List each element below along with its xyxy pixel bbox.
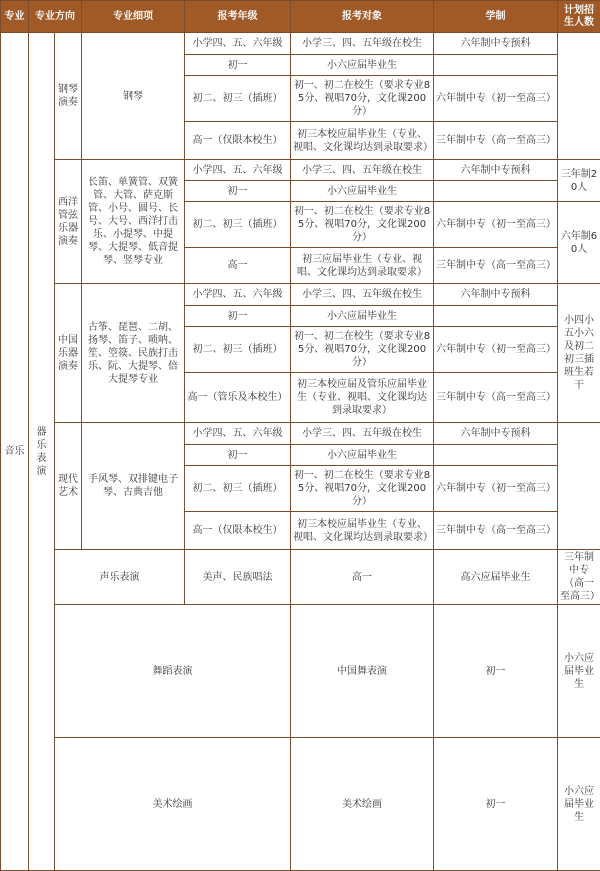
header-grade: 报考年级 xyxy=(185,1,291,33)
header-major: 专业 xyxy=(1,1,29,33)
target-cell: 高六应届毕业生 xyxy=(434,550,558,605)
system-cell: 六年制中专预科 xyxy=(434,33,558,55)
target-cell: 小学三、四、五年级在校生 xyxy=(291,33,434,55)
grade-cell: 初二、初三（插班） xyxy=(185,202,291,248)
table-row xyxy=(1,605,600,738)
table-row xyxy=(1,33,600,55)
target-cell: 初一、初二在校生（要求专业85分、视唱70分，文化课200分） xyxy=(291,327,434,373)
quota-blank xyxy=(558,33,600,160)
grade-cell: 高一（管乐及本校生） xyxy=(185,373,291,423)
grade-cell: 高一 xyxy=(185,248,291,284)
system-cell: 六年制中专预科 xyxy=(434,423,558,445)
target-cell: 小六应届毕业生 xyxy=(291,445,434,466)
grade-cell: 初一 xyxy=(185,55,291,76)
target-cell: 初三本校应届及管乐应届毕业生（专业、视唱、文化课均达到录取要求） xyxy=(291,373,434,423)
target-cell: 初一、初二在校生（要求专业85分、视唱70分，文化课200分） xyxy=(291,466,434,512)
system-cell xyxy=(434,55,558,76)
header-quota: 计划招生人数 xyxy=(558,1,600,33)
target-cell: 小六应届毕业生 xyxy=(291,306,434,327)
grade-cell: 初一 xyxy=(185,445,291,466)
target-cell: 小六应届毕业生 xyxy=(558,605,600,738)
major-art: 美术绘画 xyxy=(55,738,291,871)
system-cell xyxy=(434,445,558,466)
quota-blank xyxy=(558,423,600,550)
header-detail: 专业细项 xyxy=(82,1,185,33)
target-cell: 初三应届毕业生（专业、视唱、文化课均达到录取要求） xyxy=(291,248,434,284)
target-cell: 初三本校应届毕业生（专业、视唱、文化课均达到录取要求） xyxy=(291,512,434,550)
table-row xyxy=(1,738,600,871)
grade-cell: 高一（仅限本校生） xyxy=(185,122,291,160)
direction-strings: 西洋管弦乐器演奏 xyxy=(55,160,82,284)
detail-chinese: 古筝、琵琶、二胡、扬琴、笛子、唢呐、笙、箜篌、民族打击乐、阮、大提琴、倍大提琴专业 xyxy=(82,284,185,423)
major-music: 音乐 xyxy=(1,33,29,871)
major-dance: 舞蹈表演 xyxy=(55,605,291,738)
quota-small: 小四小五小六及初二初三插班生若干 xyxy=(558,284,600,423)
grade-cell: 初二、初三（插班） xyxy=(185,76,291,122)
target-cell: 小六应届毕业生 xyxy=(291,181,434,202)
system-cell: 三年制中专（高一至高三） xyxy=(434,122,558,160)
detail-modern: 手风琴、双排键电子琴、古典吉他 xyxy=(82,423,185,550)
target-cell: 初一、初二在校生（要求专业85分、视唱70分，文化课200分） xyxy=(291,202,434,248)
table-row xyxy=(1,160,600,181)
system-cell xyxy=(434,306,558,327)
system-cell: 三年制中专（高一至高三） xyxy=(434,373,558,423)
system-cell: 六年制中专预科 xyxy=(434,284,558,306)
grade-cell: 小学四、五、六年级 xyxy=(185,284,291,306)
direction-vocal: 声乐表演 xyxy=(55,550,185,605)
target-cell: 初三本校应届毕业生（专业、视唱、文化课均达到录取要求） xyxy=(291,122,434,160)
system-cell: 三年制中专（高一至高三） xyxy=(434,512,558,550)
system-cell: 六年制中专预科 xyxy=(434,160,558,181)
grade-cell: 高一（仅限本校生） xyxy=(185,512,291,550)
grade-cell: 高一 xyxy=(291,550,434,605)
direction-modern: 现代艺术 xyxy=(55,423,82,550)
grade-cell: 小学四、五、六年级 xyxy=(185,423,291,445)
detail-vocal: 美声、民族唱法 xyxy=(185,550,291,605)
target-cell: 小六应届毕业生 xyxy=(291,55,434,76)
grade-cell: 初一 xyxy=(434,738,558,871)
header-row xyxy=(1,1,600,33)
direction-chinese: 中国乐器演奏 xyxy=(55,284,82,423)
target-cell: 小学三、四、五年级在校生 xyxy=(291,423,434,445)
system-cell xyxy=(434,181,558,202)
header-target: 报考对象 xyxy=(291,1,434,33)
system-cell: 六年制中专（初一至高三） xyxy=(434,466,558,512)
target-cell: 小学三、四、五年级在校生 xyxy=(291,160,434,181)
target-cell: 小六应届毕业生 xyxy=(558,738,600,871)
grade-cell: 初二、初三（插班） xyxy=(185,327,291,373)
header-system: 学制 xyxy=(434,1,558,33)
system-cell: 六年制中专（初一至高三） xyxy=(434,202,558,248)
header-direction: 专业方向 xyxy=(29,1,82,33)
grade-cell: 初一 xyxy=(434,605,558,738)
detail-dance: 中国舞表演 xyxy=(291,605,434,738)
direction-piano: 钢琴演奏 xyxy=(55,33,82,160)
detail-strings: 长笛、单簧管、双簧管、大管、萨克斯管、小号、圆号、长号、大号、西洋打击乐、小提琴、中提琴、大提琴、低音提琴、竖琴专业 xyxy=(82,160,185,284)
table-row xyxy=(1,284,600,306)
grade-cell: 初一 xyxy=(185,181,291,202)
grade-cell: 小学四、五、六年级 xyxy=(185,160,291,181)
direction-instrumental: 器乐表演 xyxy=(29,33,55,871)
detail-piano: 钢琴 xyxy=(82,33,185,160)
table-row xyxy=(1,423,600,445)
quota-three-year: 三年制20人 xyxy=(558,160,600,202)
grade-cell: 初一 xyxy=(185,306,291,327)
system-cell: 三年制中专（高一至高三） xyxy=(434,248,558,284)
target-cell: 小学三、四、五年级在校生 xyxy=(291,284,434,306)
detail-art: 美术绘画 xyxy=(291,738,434,871)
system-cell: 三年制中专（高一至高三） xyxy=(558,550,600,605)
table-row xyxy=(1,550,600,605)
system-cell: 六年制中专（初一至高三） xyxy=(434,76,558,122)
grade-cell: 小学四、五、六年级 xyxy=(185,33,291,55)
target-cell: 初一、初二在校生（要求专业85分、视唱70分，文化课200分） xyxy=(291,76,434,122)
quota-six-year: 六年制60人 xyxy=(558,202,600,284)
system-cell: 六年制中专（初一至高三） xyxy=(434,327,558,373)
grade-cell: 初二、初三（插班） xyxy=(185,466,291,512)
